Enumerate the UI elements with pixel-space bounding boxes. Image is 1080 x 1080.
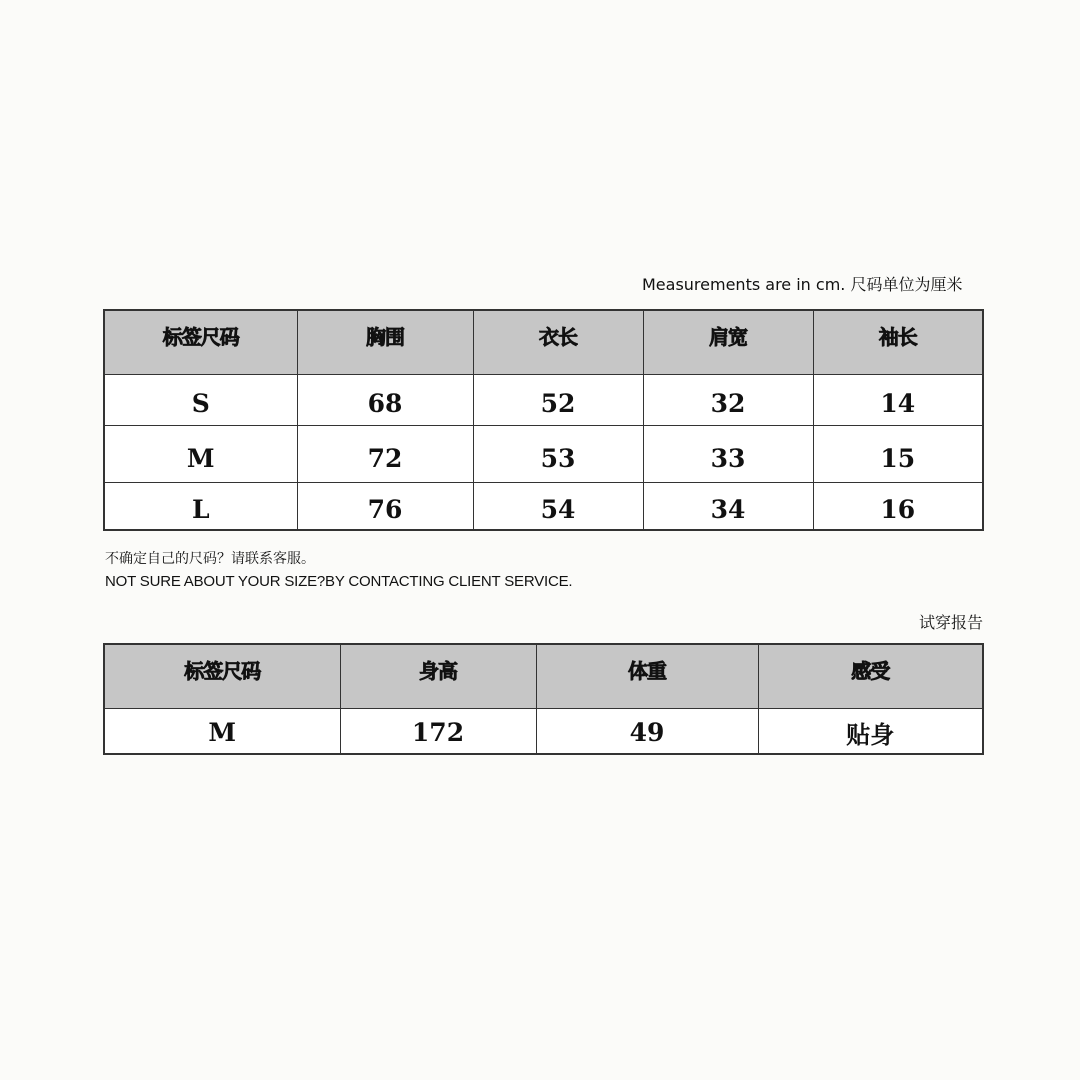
size-help-text-cn: 不确定自己的尺码？请联系客服。 xyxy=(105,551,315,567)
cell-length: 54 xyxy=(473,483,643,531)
size-chart-table xyxy=(103,309,984,531)
cell-size: L xyxy=(104,483,297,531)
header-sleeve: 袖长 xyxy=(813,310,983,375)
unit-note: Measurements are in cm. 尺码单位为厘米 xyxy=(642,275,963,294)
cell-weight: 49 xyxy=(536,709,758,755)
cell-sleeve: 14 xyxy=(813,375,983,426)
cell-chest: 72 xyxy=(297,426,473,483)
cell-sleeve: 16 xyxy=(813,483,983,531)
header-weight: 体重 xyxy=(536,644,758,709)
table-row xyxy=(104,426,983,483)
header-size-label: 标签尺码 xyxy=(104,310,297,375)
cell-shoulder: 34 xyxy=(643,483,813,531)
header-feeling: 感受 xyxy=(758,644,983,709)
cell-size: M xyxy=(104,709,340,755)
cell-chest: 76 xyxy=(297,483,473,531)
cell-length: 53 xyxy=(473,426,643,483)
cell-height: 172 xyxy=(340,709,536,755)
cell-size: S xyxy=(104,375,297,426)
cell-feeling: 贴身 xyxy=(758,709,983,755)
table-row xyxy=(104,375,983,426)
header-chest: 胸围 xyxy=(297,310,473,375)
header-shoulder: 肩宽 xyxy=(643,310,813,375)
cell-sleeve: 15 xyxy=(813,426,983,483)
cell-shoulder: 33 xyxy=(643,426,813,483)
table-row xyxy=(104,483,983,531)
cell-shoulder: 32 xyxy=(643,375,813,426)
table-row xyxy=(104,709,983,755)
fit-report-table xyxy=(103,643,984,755)
header-length: 衣长 xyxy=(473,310,643,375)
table-header-row xyxy=(104,310,983,375)
header-size-label: 标签尺码 xyxy=(104,644,340,709)
fit-report-title: 试穿报告 xyxy=(919,613,984,632)
cell-chest: 68 xyxy=(297,375,473,426)
cell-length: 52 xyxy=(473,375,643,426)
table-header-row xyxy=(104,644,983,709)
size-help-text-en: NOT SURE ABOUT YOUR SIZE?BY CONTACTING CLIENT SERVICE. xyxy=(105,573,573,590)
cell-size: M xyxy=(104,426,297,483)
header-height: 身高 xyxy=(340,644,536,709)
